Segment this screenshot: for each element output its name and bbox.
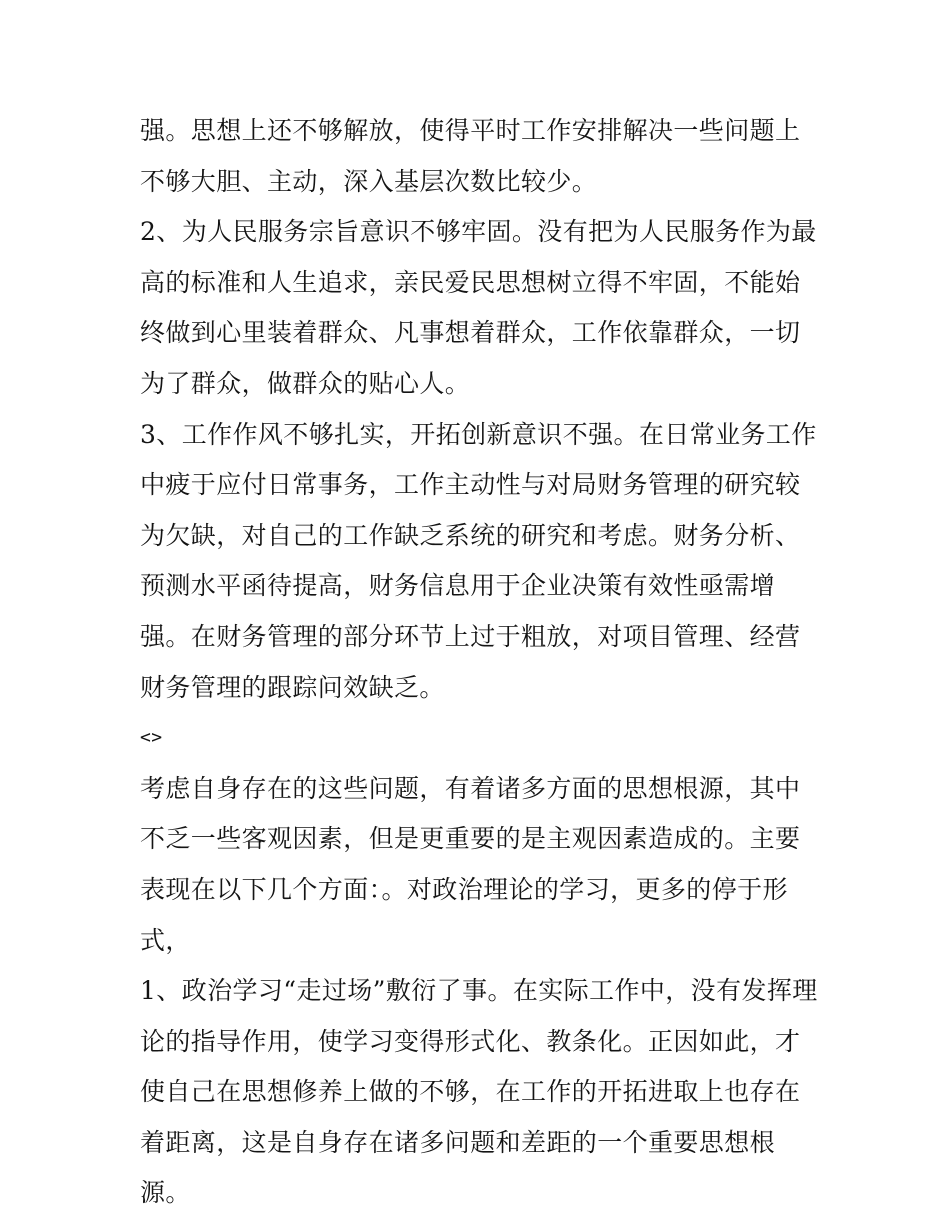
section-marker: <> — [140, 727, 163, 749]
document-body — [140, 106, 820, 1219]
paragraph-continuation: 强。思想上还不够解放，使得平时工作安排解决一些问题上不够大胆、主动，深入基层次数比较少。 — [140, 116, 801, 196]
paragraph-root-causes: 考虑自身存在的这些问题，有着诸多方面的思想根源，其中不乏一些客观因素，但是更重要的是主观因素造成的。主要表现在以下几个方面：。对政治理论的学习，更多的停于形式， — [140, 773, 801, 955]
paragraph-point-3: 3、工作作风不够扎实，开拓创新意识不强。在日常业务工作中疲于应付日常事务，工作主动性与对局财务管理的研究较为欠缺，对自己的工作缺乏系统的研究和考虑。财务分析、预测水平函待提高，财务信息用于企业决策有效性亟需增强。在财务管理的部分环节上过于粗放，对项目管理、经营财务管理的跟踪问效缺乏。 — [140, 419, 817, 702]
paragraph-point-2: 2、为人民服务宗旨意识不够牢固。没有把为人民服务作为最高的标准和人生追求，亲民爱民思想树立得不牢固，不能始终做到心里装着群众、凡事想着群众，工作依靠群众，一切为了群众，做群众的贴心人。 — [140, 217, 817, 398]
paragraph-cause-1: 1、政治学习“走过场”敷衍了事。在实际工作中，没有发挥理论的指导作用，使学习变得形式化、教条化。正因如此，才使自己在思想修养上做的不够，在工作的开拓进取上也存在着距离，这是自身存在诸多问题和差距的一个重要思想根源。 — [140, 976, 818, 1208]
